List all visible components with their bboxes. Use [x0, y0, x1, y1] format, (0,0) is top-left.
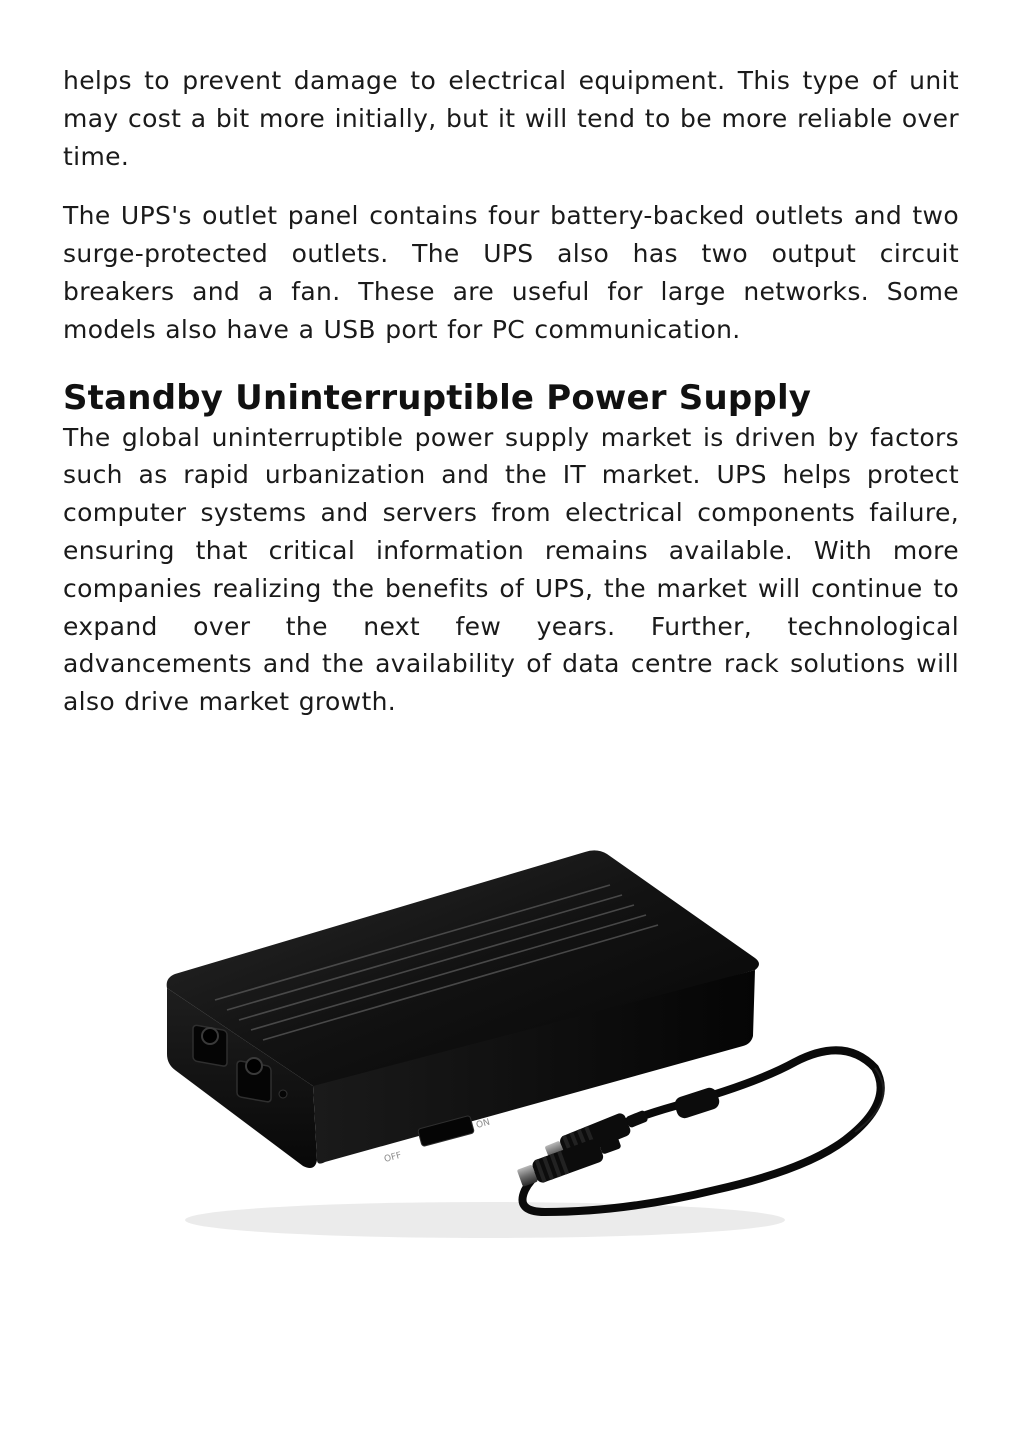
ups-device-image	[155, 840, 915, 1260]
ferrite-bead	[673, 1086, 722, 1121]
paragraph-intro: helps to prevent damage to electrical equipment. This type of unit may cost a bit more initially, but it will tend to be more reliable over time.	[63, 66, 959, 171]
paragraph-outlet-panel: The UPS's outlet panel contains four battery-backed outlets and two surge-protected outlets. The UPS also has two output circuit breakers and a fan. These are useful for large networks. Some models also have a USB port for PC communication.	[63, 201, 959, 344]
section-heading: Standby Uninterruptible Power Supply	[63, 377, 812, 418]
device-shadow	[185, 1202, 785, 1238]
paragraph-market: The global uninterruptible power supply market is driven by factors such as rapid urbanization and the IT market. UPS helps protect computer systems and servers from electrical components failure, ensuring that critical information remains available. With more companies realizing the benefits of UPS, the market will continue to expand over the next few years. Further, technological advancements and the availability of data centre rack solutions will also drive market growth.	[63, 422, 959, 717]
switch-off-label: OFF	[383, 1150, 403, 1165]
document-page	[63, 62, 959, 721]
switch-on-label: ON	[475, 1117, 492, 1131]
